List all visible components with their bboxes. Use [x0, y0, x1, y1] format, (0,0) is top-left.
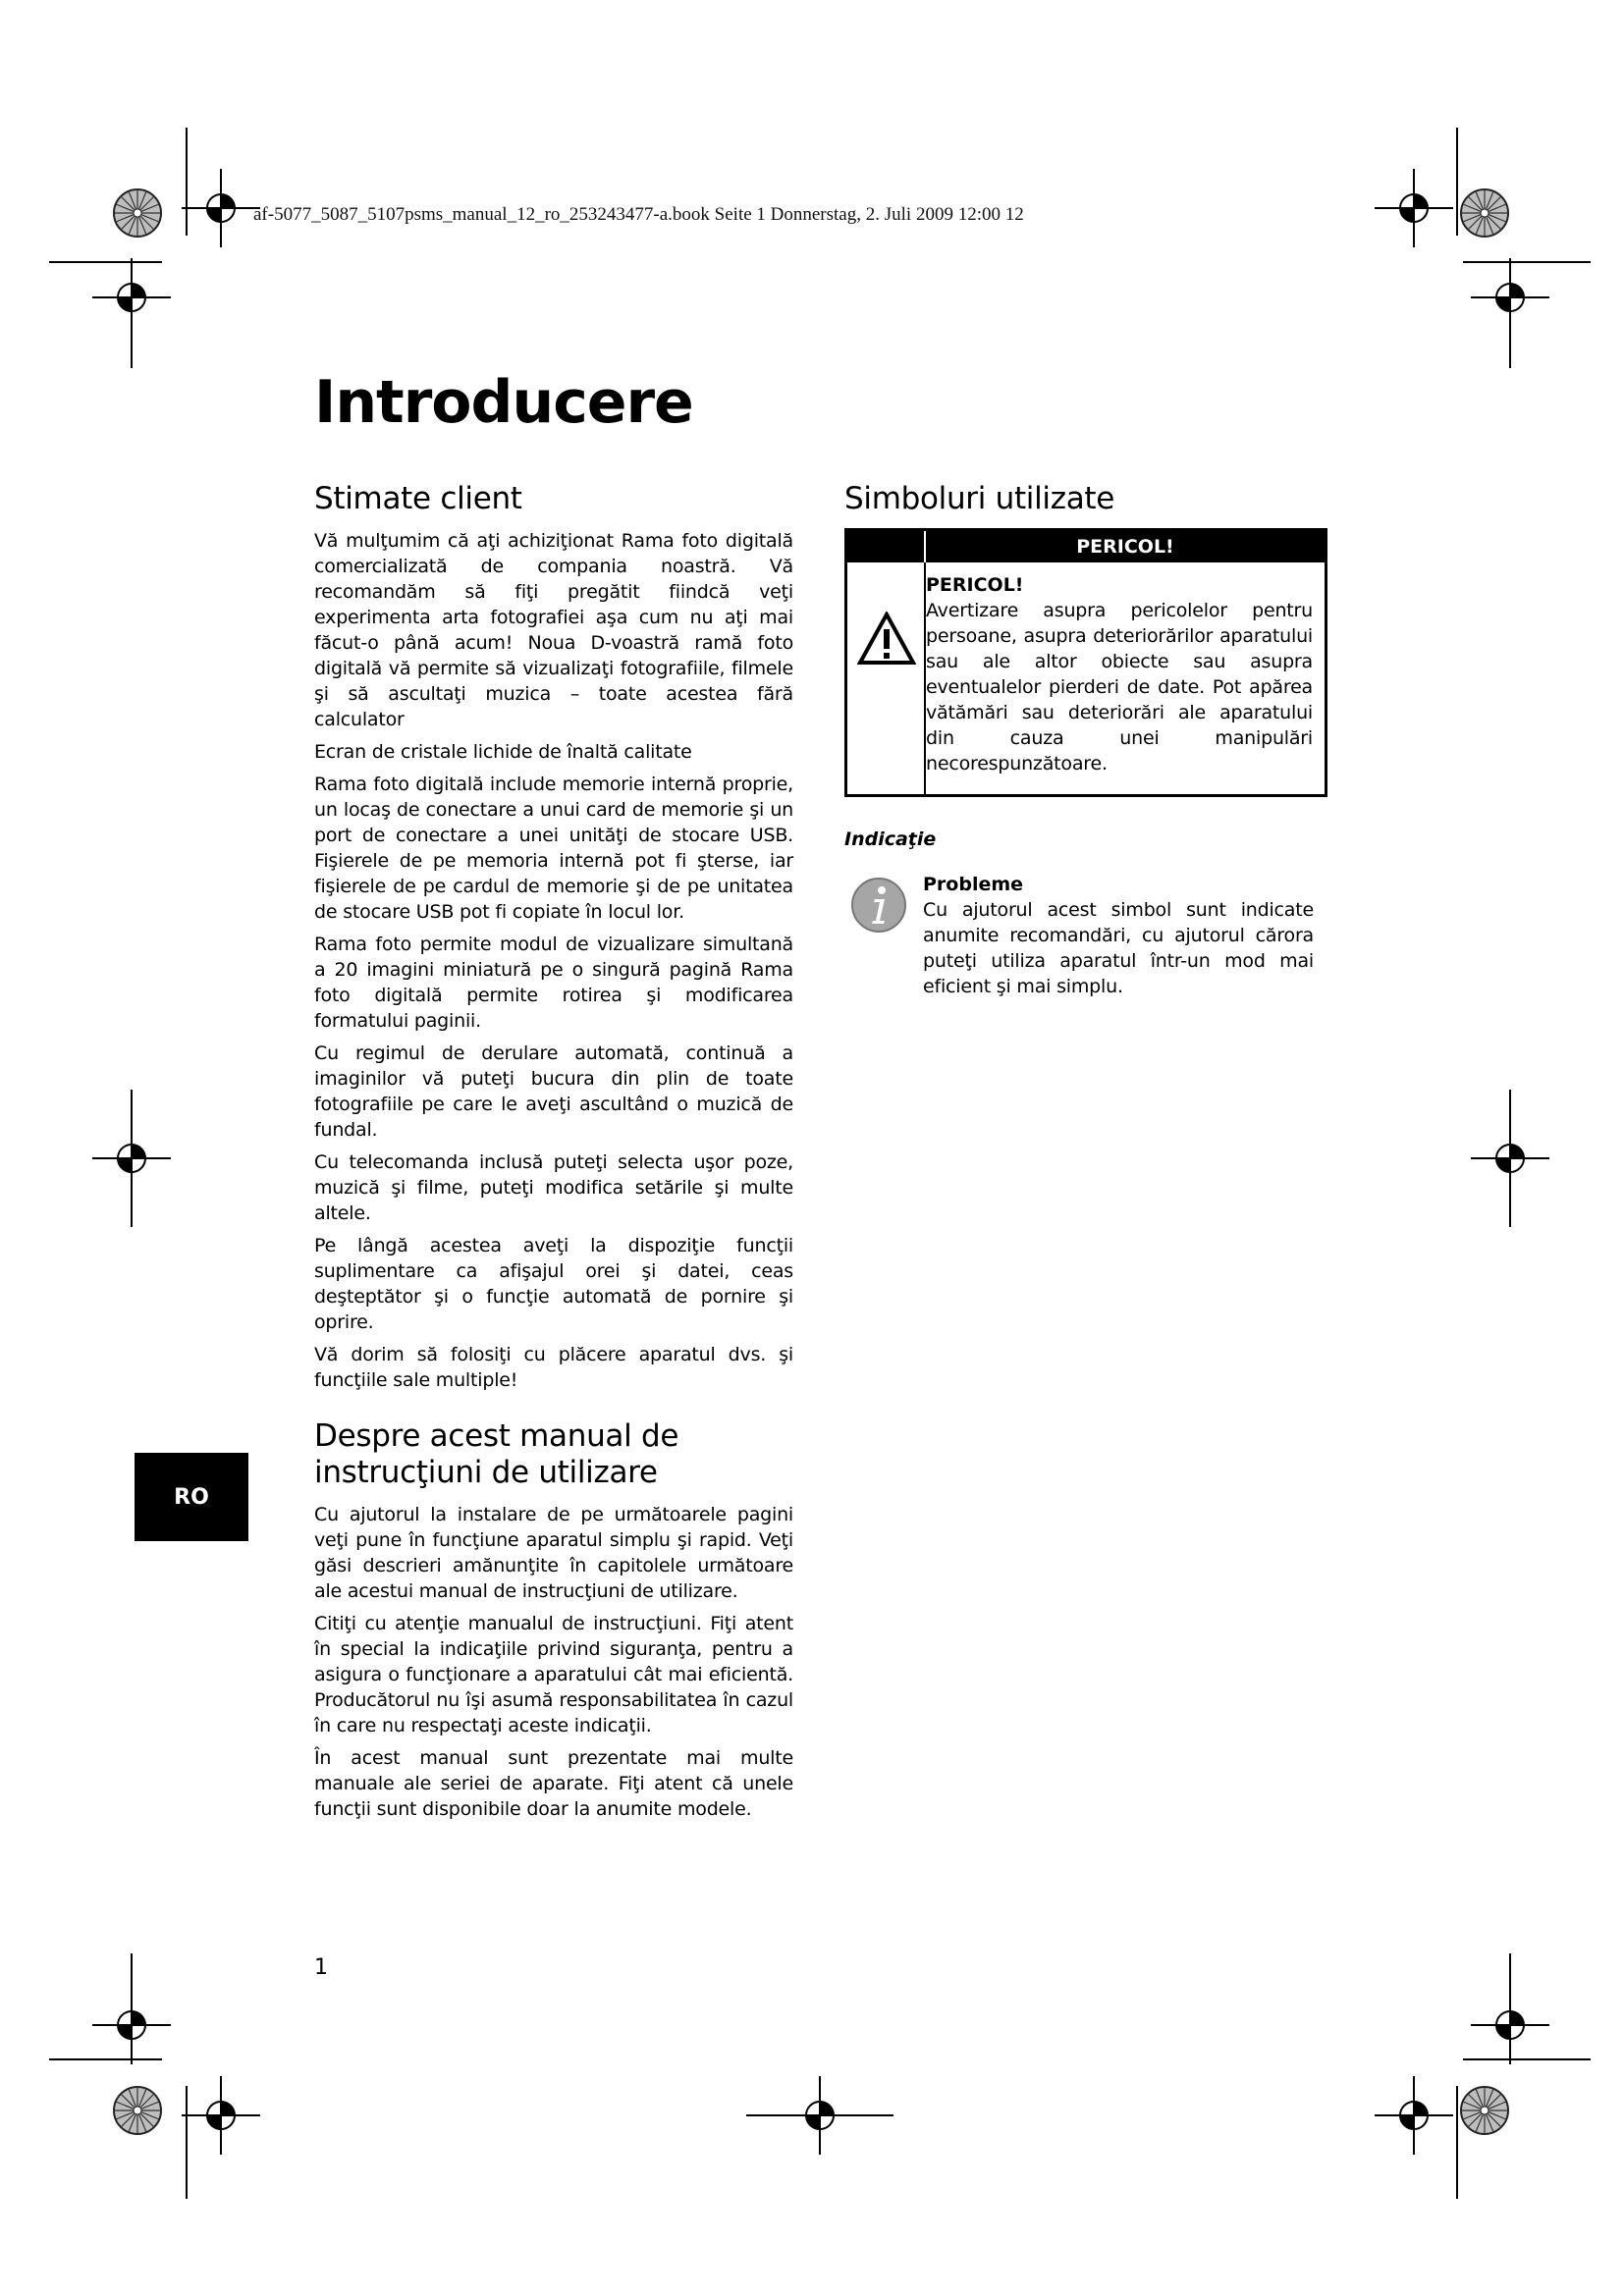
page-title: Introducere	[314, 368, 693, 437]
paragraph: Ecran de cristale lichide de înaltă calitate	[314, 741, 692, 763]
language-tab: RO	[135, 1453, 248, 1541]
info-icon	[849, 876, 908, 934]
paragraph: Cu telecomanda inclusă puteţi selecta uşor poze, muzică şi filme, puteţi modifica setările şi multe altele.	[314, 1151, 793, 1224]
paragraph: Cu regimul de derulare automată, continuă a imaginilor vă puteţi bucura din plin de toate fotografiile pe care le aveţi ascultând o muzică de fundal.	[314, 1042, 793, 1141]
left-column	[314, 481, 793, 1829]
running-header: af-5077_5087_5107psms_manual_12_ro_253243477-a.book Seite 1 Donnerstag, 2. Juli 2009 12:00 12	[253, 204, 1024, 225]
danger-notice-box	[844, 528, 1327, 797]
danger-box-label: PERICOL!	[1076, 536, 1174, 558]
page-number: 1	[314, 1955, 328, 1980]
note-text: Cu ajutorul acest simbol sunt indicate anumite recomandări, cu ajutorul cărora puteţi utiliza aparatul într-un mod mai eficient şi mai simplu.	[923, 899, 1314, 997]
section-heading-about-manual: Despre acest manual de instrucţiuni de utilizare	[314, 1418, 679, 1490]
paragraph: Vă dorim să folosiţi cu plăcere aparatul dvs. şi funcţiile sale multiple!	[314, 1344, 793, 1391]
paragraph: Rama foto permite modul de vizualizare simultană a 20 imagini miniatură pe o singură pagină Rama foto digitală permite rotirea şi modificarea formatului paginii.	[314, 934, 793, 1032]
paragraph: Pe lângă acestea aveţi la dispoziţie funcţii suplimentare ca afişajul orei şi datei, ceas deşteptător şi o funcţie automată de pornire şi oprire.	[314, 1235, 793, 1333]
right-column	[844, 481, 1326, 999]
section-heading-dear-customer: Stimate client	[314, 481, 522, 516]
paragraph: Vă mulţumim că aţi achiziţionat Rama foto digitală comercializată de compania noastră. Vă recomandăm să fiţi pregătit fiindcă veţi experimenta arta fotografiei aşa cum nu aţi mai făcut-o până acum! Noua D-voastră ramă foto digitală vă permite să vizualizaţi fotografiile, filmele şi să ascultaţi muzica – toate acestea fără calculator	[314, 530, 793, 730]
note-block	[844, 872, 1326, 999]
note-heading: Indicaţie	[844, 828, 937, 850]
section-heading-symbols: Simboluri utilizate	[844, 481, 1115, 516]
paragraph: Rama foto digitală include memorie internă proprie, un locaş de conectare a unui card de memorie şi un port de conectare a unei unităţi de stocare USB. Fişierele de pe memoria internă pot fi şterse, iar fişierele de pe cardul de memorie şi de pe unitatea de stocare USB pot fi copiate în locul lor.	[314, 774, 793, 923]
danger-title: PERICOL!	[926, 574, 1024, 596]
paragraph: În acest manual sunt prezentate mai multe manuale ale seriei de aparate. Fiţi atent că unele funcţii sunt disponibile doar la anumite modele.	[314, 1747, 793, 1820]
warning-triangle-icon	[857, 612, 916, 667]
paragraph: Citiţi cu atenţie manualul de instrucţiuni. Fiţi atent în special la indicaţiile privind siguranţa, pentru a asigura o funcţionare a aparatului cât mai eficientă. Producătorul nu îşi asumă responsabilitatea în cazul în care nu respectaţi aceste indicaţii.	[314, 1613, 793, 1736]
paragraph: Cu ajutorul la instalare de pe următoarele pagini veţi pune în funcţiune aparatul simplu şi rapid. Veţi găsi descrieri amănunţite în capitolele următoare ale acestui manual de instrucţiuni de utilizare.	[314, 1504, 793, 1602]
danger-text: Avertizare asupra pericolelor pentru persoane, asupra deteriorărilor aparatului sau ale altor obiecte sau asupra eventualelor pierderi de date. Pot apărea vătămări sau deteriorări ale aparatului din cauza unei manipulări necorespunzătoare.	[926, 600, 1313, 774]
note-title: Probleme	[923, 874, 1024, 895]
danger-box-header	[847, 531, 1325, 562]
